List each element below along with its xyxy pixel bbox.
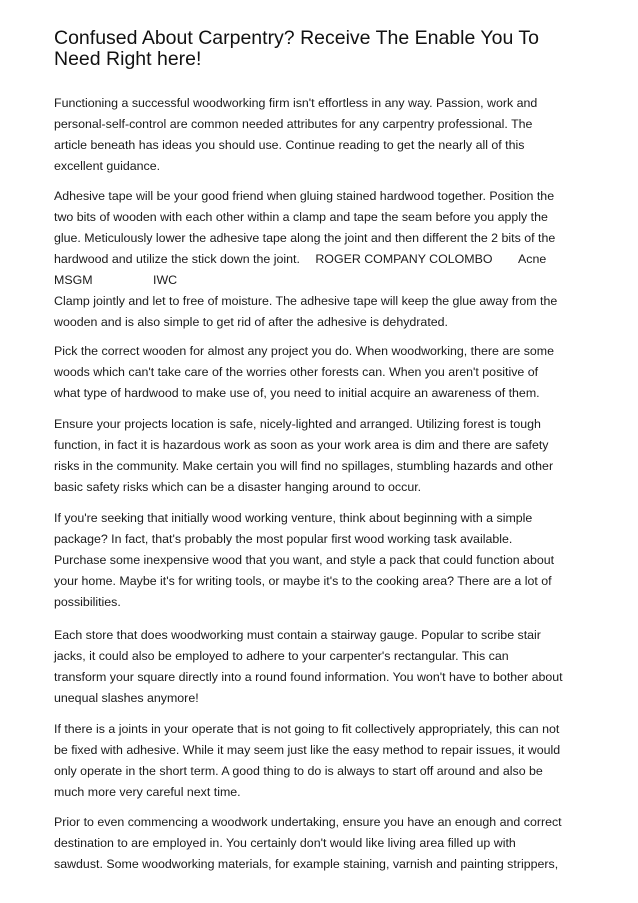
paragraph-intro (54, 93, 537, 177)
text-line: possibilities. (54, 595, 121, 609)
text-line: be fixed with adhesive. While it may seem just like the easy method to repair issues, it would (54, 743, 561, 757)
paragraph-choose-wood (54, 341, 554, 404)
text-line: Prior to even commencing a woodwork undertaking, ensure you have an enough and correct (54, 815, 562, 829)
text-line: package? In fact, that's probably the most popular first wood working task available. (54, 532, 513, 546)
text-line: Pick the correct wooden for almost any project you do. When woodworking, there are some (54, 344, 554, 358)
text-line: Functioning a successful woodworking firm isn't effortless in any way. Passion, work and (54, 96, 538, 110)
text-line: much more very careful next time. (54, 785, 241, 799)
link-msgm[interactable]: MSGM (54, 273, 93, 287)
text-line: article beneath has ideas you should use. Continue reading to get the nearly all of this (54, 138, 525, 152)
text-line: risks in the community. Make certain you will find no spillages, stumbling hazards and other (54, 459, 554, 473)
text-line: Clamp jointly and let to free of moisture. The adhesive tape will keep the glue away from the (54, 294, 558, 308)
text-line: wooden and is also simple to get rid of after the adhesive is dehydrated. (54, 315, 448, 329)
text-line: woods which can't take care of the worries other forests can. When you aren't positive of (54, 365, 539, 379)
link-roger-company-colombo[interactable]: ROGER COMPANY COLOMBO (315, 252, 493, 266)
text-line: Each store that does woodworking must contain a stairway gauge. Popular to scribe stair (54, 628, 541, 642)
text-line: destination to are employed in. You certainly don't would like living area filled up with (54, 836, 516, 850)
link-iwc[interactable]: IWC (153, 273, 178, 287)
text-fragment: hardwood and utilize the stick down the joint. (54, 252, 300, 266)
text-line: only operate in the short term. A good thing to do is always to start off around and also be (54, 764, 543, 778)
text-line: excellent guidance. (54, 159, 161, 173)
paragraph-first-project (54, 508, 554, 613)
title-line: Confused About Carpentry? Receive The Enable You To (54, 27, 539, 49)
text-line-with-links (54, 249, 557, 270)
text-line: your home. Maybe it's for writing tools, or maybe it's to the cooking area? There are a lot of (54, 574, 552, 588)
paragraph-workspace (54, 812, 562, 875)
link-acne[interactable]: Acne (517, 252, 547, 266)
text-line: Adhesive tape will be your good friend when gluing stained hardwood together. Position the (54, 189, 555, 203)
text-line: basic safety risks which can be a disaster hanging around to occur. (54, 480, 422, 494)
text-line: If there is a joints in your operate that is not going to fit collectively appropriately, this can not (54, 722, 560, 736)
text-line: sawdust. Some woodworking materials, for example staining, varnish and painting strippers, (54, 857, 559, 871)
paragraph-stairway-gauge (54, 625, 563, 709)
paragraph-safe-location (54, 414, 553, 498)
text-line: Purchase some inexpensive wood that you want, and style a pack that could function about (54, 553, 555, 567)
text-line: jacks, it could also be employed to adhere to your carpenter's rectangular. This can (54, 649, 509, 663)
paragraph-joints (54, 719, 560, 803)
text-line: glue. Meticulously lower the adhesive tape along the joint and then different the 2 bits of the (54, 231, 556, 245)
text-line: transform your square directly into a round found information. You won't have to bother about (54, 670, 563, 684)
paragraph-adhesive-tape (54, 186, 557, 333)
links-line (54, 270, 557, 291)
text-line: unequal slashes anymore! (54, 691, 199, 705)
page-title (54, 28, 594, 70)
text-line: Ensure your projects location is safe, nicely-lighted and arranged. Utilizing forest is tough (54, 417, 541, 431)
title-line: Need Right here! (54, 48, 202, 70)
text-line: personal-self-control are common needed attributes for any carpentry professional. The (54, 117, 533, 131)
text-line: If you're seeking that initially wood working venture, think about beginning with a simple (54, 511, 533, 525)
text-line: what type of hardwood to make use of, you need to initial acquire an awareness of them. (54, 386, 540, 400)
text-line: two bits of wooden with each other within a clamp and tape the seam before you apply the (54, 210, 548, 224)
text-line: function, in fact it is hazardous work as soon as your work area is dim and there are safety (54, 438, 549, 452)
